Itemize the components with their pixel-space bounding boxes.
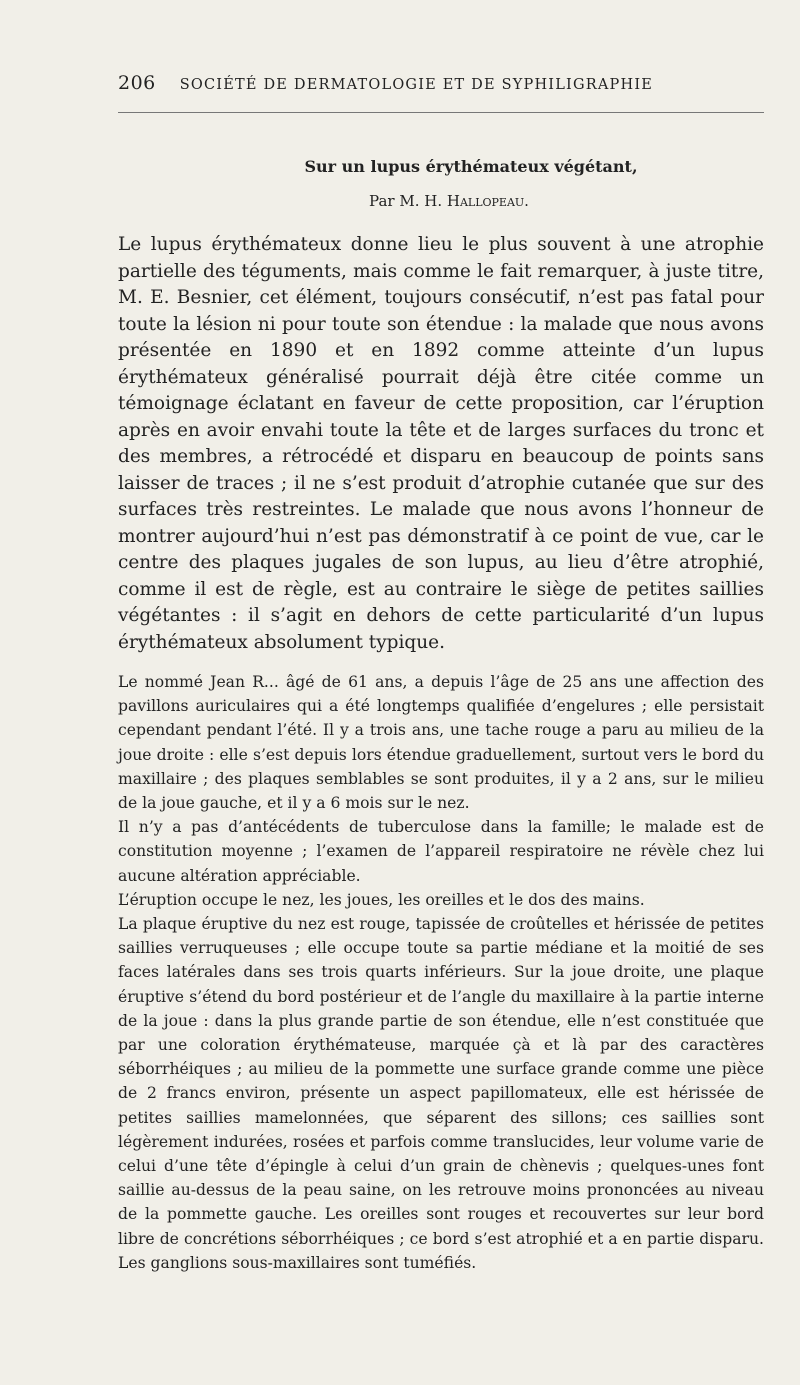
- page-number: 206: [118, 72, 156, 94]
- byline-author: Hallopeau.: [446, 192, 529, 210]
- paragraph-1: Le nommé Jean R... âgé de 61 ans, a depuis l’âge de 25 ans une affection des pavillons auriculaires qui a été longtemps qualifiée d’engelures ; elle persistait cependant pendant l’été. Il y a trois ans, une tache rouge a paru au milieu de la joue droite : elle s’est depuis lors étendue graduellement, surtout vers le bord du maxillaire ; des plaques semblables se sont produites, il y a 2 ans, sur le milieu de la joue gauche, et il y a 6 mois sur le nez.: [118, 673, 764, 813]
- running-head: [118, 72, 764, 94]
- byline: [118, 192, 764, 210]
- paragraph-3: L’éruption occupe le nez, les joues, les oreilles et le dos des mains.: [118, 890, 645, 909]
- abstract-paragraph: Le lupus érythémateux donne lieu le plus souvent à une atrophie partielle des téguments, mais comme le fait remarquer, à juste titre, M. E. Besnier, cet élément, toujours consécutif, n’est pas fatal pour toute la lésion ni pour toute son étendue : la malade que nous avons présentée en 1890 et en 1892 comme atteinte d’un lupus érythémateux généralisé pourrait déjà être citée comme un témoignage éclatant en faveur de cette proposition, car l’éruption après en avoir envahi toute la tête et de larges surfaces du tronc et des membres, a rétrocédé et disparu en beaucoup de points sans laisser de traces ; il ne s’est produit d’atrophie cutanée que sur des surfaces très restreintes. Le malade que nous avons l’honneur de montrer aujourd’hui n’est pas démonstratif à ce point de vue, car le centre des plaques jugales de son lupus, au lieu d’être atrophié, comme il est de règle, est au contraire le siège de petites saillies végétantes : il s’agit en dehors de cette particularité d’un lupus érythémateux absolument typique.: [118, 234, 764, 653]
- byline-prefix: Par M. H.: [369, 192, 443, 210]
- article-title: Sur un lupus érythémateux végétant,: [304, 157, 638, 176]
- header-rule: [118, 112, 764, 113]
- page: [118, 72, 764, 1275]
- paragraph-2: Il n’y a pas d’antécédents de tuberculose dans la famille; le malade est de constitution moyenne ; l’examen de l’appareil respiratoire ne révèle chez lui aucune altération appréciable.: [118, 818, 764, 885]
- body-text: [118, 670, 764, 1275]
- journal-title: SOCIÉTÉ DE DERMATOLOGIE ET DE SYPHILIGRAPHIE: [179, 77, 654, 93]
- paragraph-4: La plaque éruptive du nez est rouge, tapissée de croûtelles et hérissée de petites saillies verruqueuses ; elle occupe toute sa partie médiane et la moitié de ses faces latérales dans ses trois quarts inférieurs. Sur la joue droite, une plaque éruptive s’étend du bord postérieur et de l’angle du maxillaire à la partie interne de la joue : dans la plus grande partie de son étendue, elle n’est constituée que par une coloration érythémateuse, marquée çà et là par des caractères séborrhéiques ; au milieu de la pommette une surface grande comme une pièce de 2 francs environ, présente un aspect papillomateux, elle est hérissée de petites saillies mamelonnées, que séparent des sillons; ces saillies sont légèrement indurées, rosées et parfois comme translucides, leur volume varie de celui d’une tête d’épingle à celui d’un grain de chènevis ; quelques-unes font saillie au-dessus de la peau saine, on les retrouve moins prononcées au niveau de la pommette gauche. Les oreilles sont rouges et recouvertes sur leur bord libre de concrétions séborrhéiques ; ce bord s’est atrophié et a en partie disparu. Les ganglions sous-maxillaires sont tuméfiés.: [118, 915, 764, 1272]
